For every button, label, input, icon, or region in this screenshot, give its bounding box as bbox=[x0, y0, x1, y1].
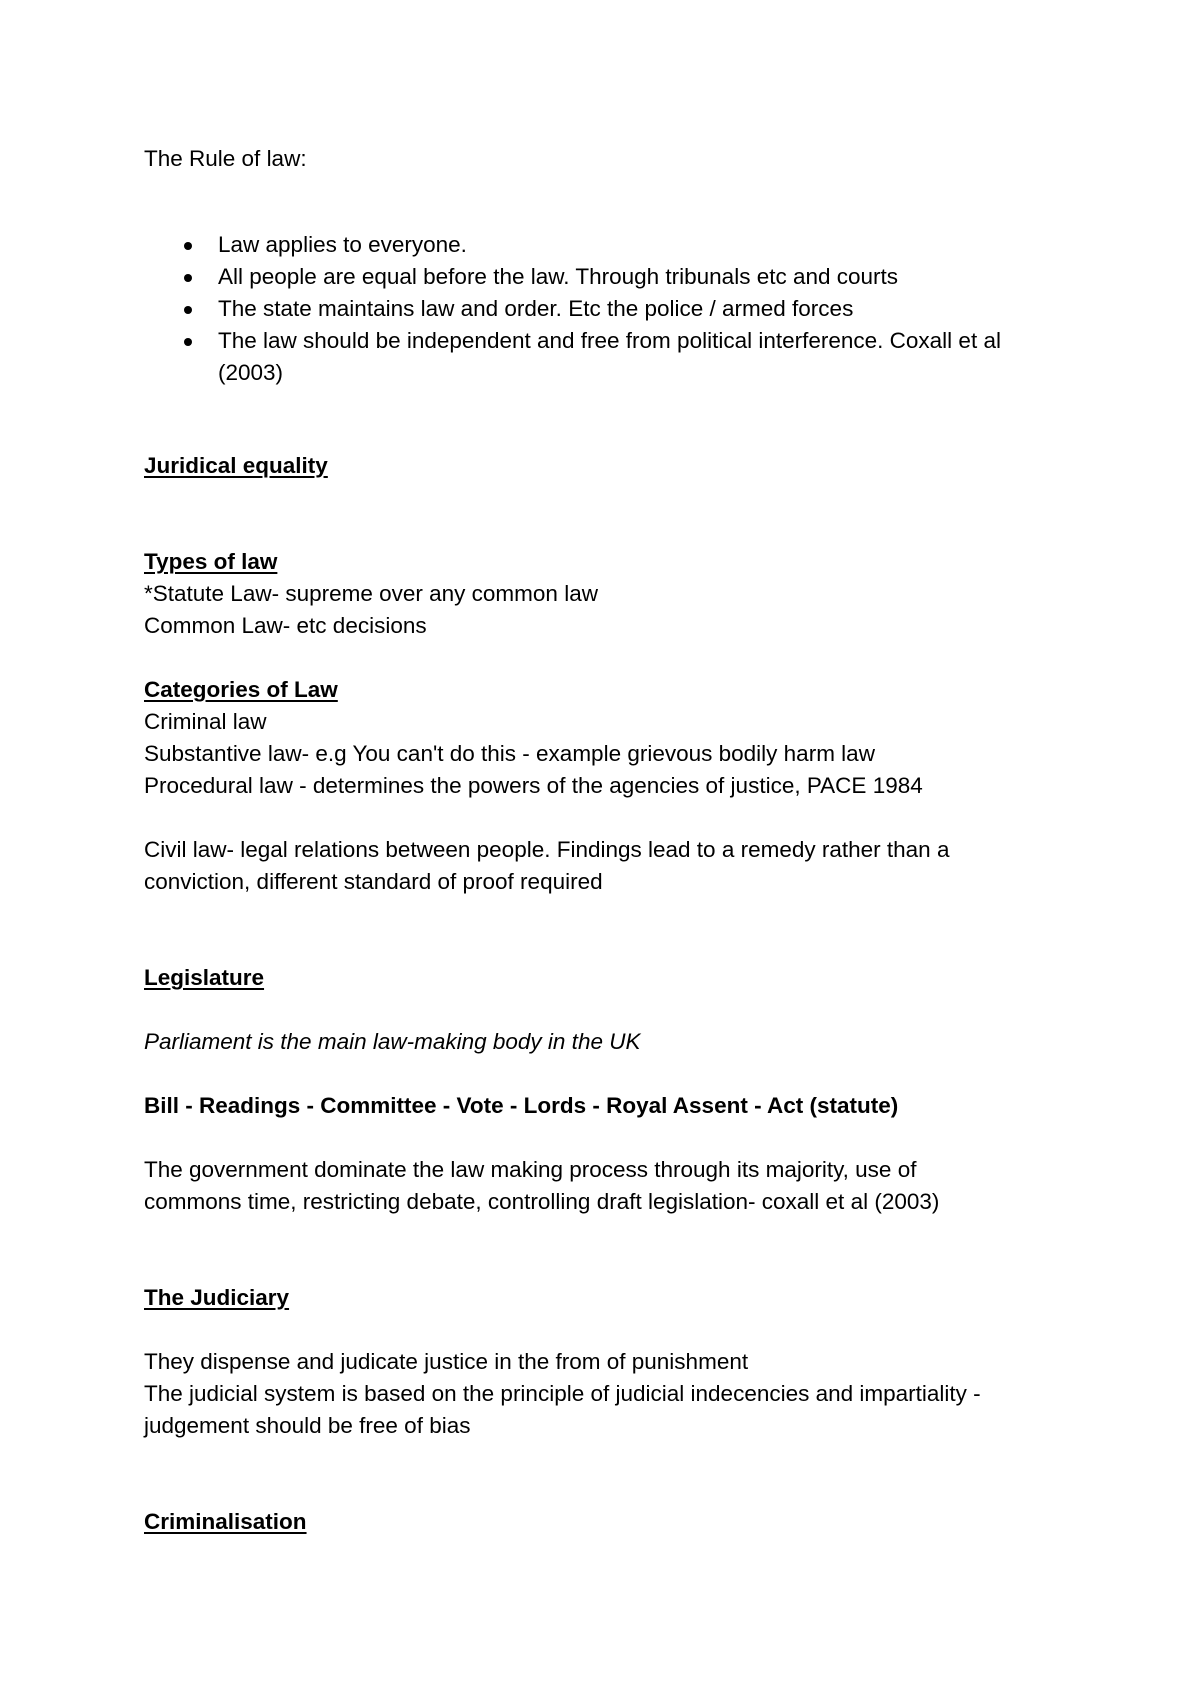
judiciary-line: They dispense and judicate justice in the from of punishment bbox=[144, 1349, 749, 1374]
types-line: *Statute Law- supreme over any common law bbox=[144, 581, 598, 606]
legislature-process: Bill - Readings - Committee - Vote - Lords - Royal Assent - Act (statute) bbox=[144, 1093, 899, 1118]
categories-line: Criminal law bbox=[144, 709, 267, 734]
section-heading-categories-of-law: Categories of Law bbox=[144, 677, 338, 702]
categories-line: Procedural law - determines the powers of the agencies of justice, PACE 1984 bbox=[144, 773, 923, 798]
list-item: All people are equal before the law. Through tribunals etc and courts bbox=[144, 261, 1064, 293]
section-heading-judiciary: The Judiciary bbox=[144, 1285, 290, 1310]
categories-line: Substantive law- e.g You can't do this - example grievous bodily harm law bbox=[144, 741, 875, 766]
civil-law-line: conviction, different standard of proof required bbox=[144, 869, 603, 894]
list-item: The state maintains law and order. Etc the police / armed forces bbox=[144, 293, 1064, 325]
legislature-line: commons time, restricting debate, controlling draft legislation- coxall et al (2003) bbox=[144, 1189, 940, 1214]
bullet-icon bbox=[184, 242, 192, 250]
section-heading-types-of-law: Types of law bbox=[144, 549, 278, 574]
legislature-italic-note: Parliament is the main law-making body in the UK bbox=[144, 1029, 641, 1054]
bullet-icon bbox=[184, 274, 192, 282]
judiciary-line: The judicial system is based on the principle of judicial indecencies and impartiality - bbox=[144, 1381, 981, 1406]
bullet-icon bbox=[184, 338, 192, 346]
judiciary-line: judgement should be free of bias bbox=[144, 1413, 471, 1438]
document-page bbox=[144, 0, 1064, 1698]
list-item: The law should be independent and free from political interference. Coxall et al (2003) bbox=[144, 325, 1064, 389]
section-heading-criminalisation: Criminalisation bbox=[144, 1509, 307, 1534]
doc-title: The Rule of law: bbox=[144, 146, 307, 171]
list-item: Law applies to everyone. bbox=[144, 229, 1064, 261]
civil-law-line: Civil law- legal relations between people. Findings lead to a remedy rather than a bbox=[144, 837, 950, 862]
rule-of-law-list bbox=[144, 229, 1064, 389]
section-heading-legislature: Legislature bbox=[144, 965, 265, 990]
bullet-icon bbox=[184, 306, 192, 314]
types-line: Common Law- etc decisions bbox=[144, 613, 427, 638]
legislature-line: The government dominate the law making process through its majority, use of bbox=[144, 1157, 917, 1182]
section-heading-juridical-equality: Juridical equality bbox=[144, 453, 328, 478]
